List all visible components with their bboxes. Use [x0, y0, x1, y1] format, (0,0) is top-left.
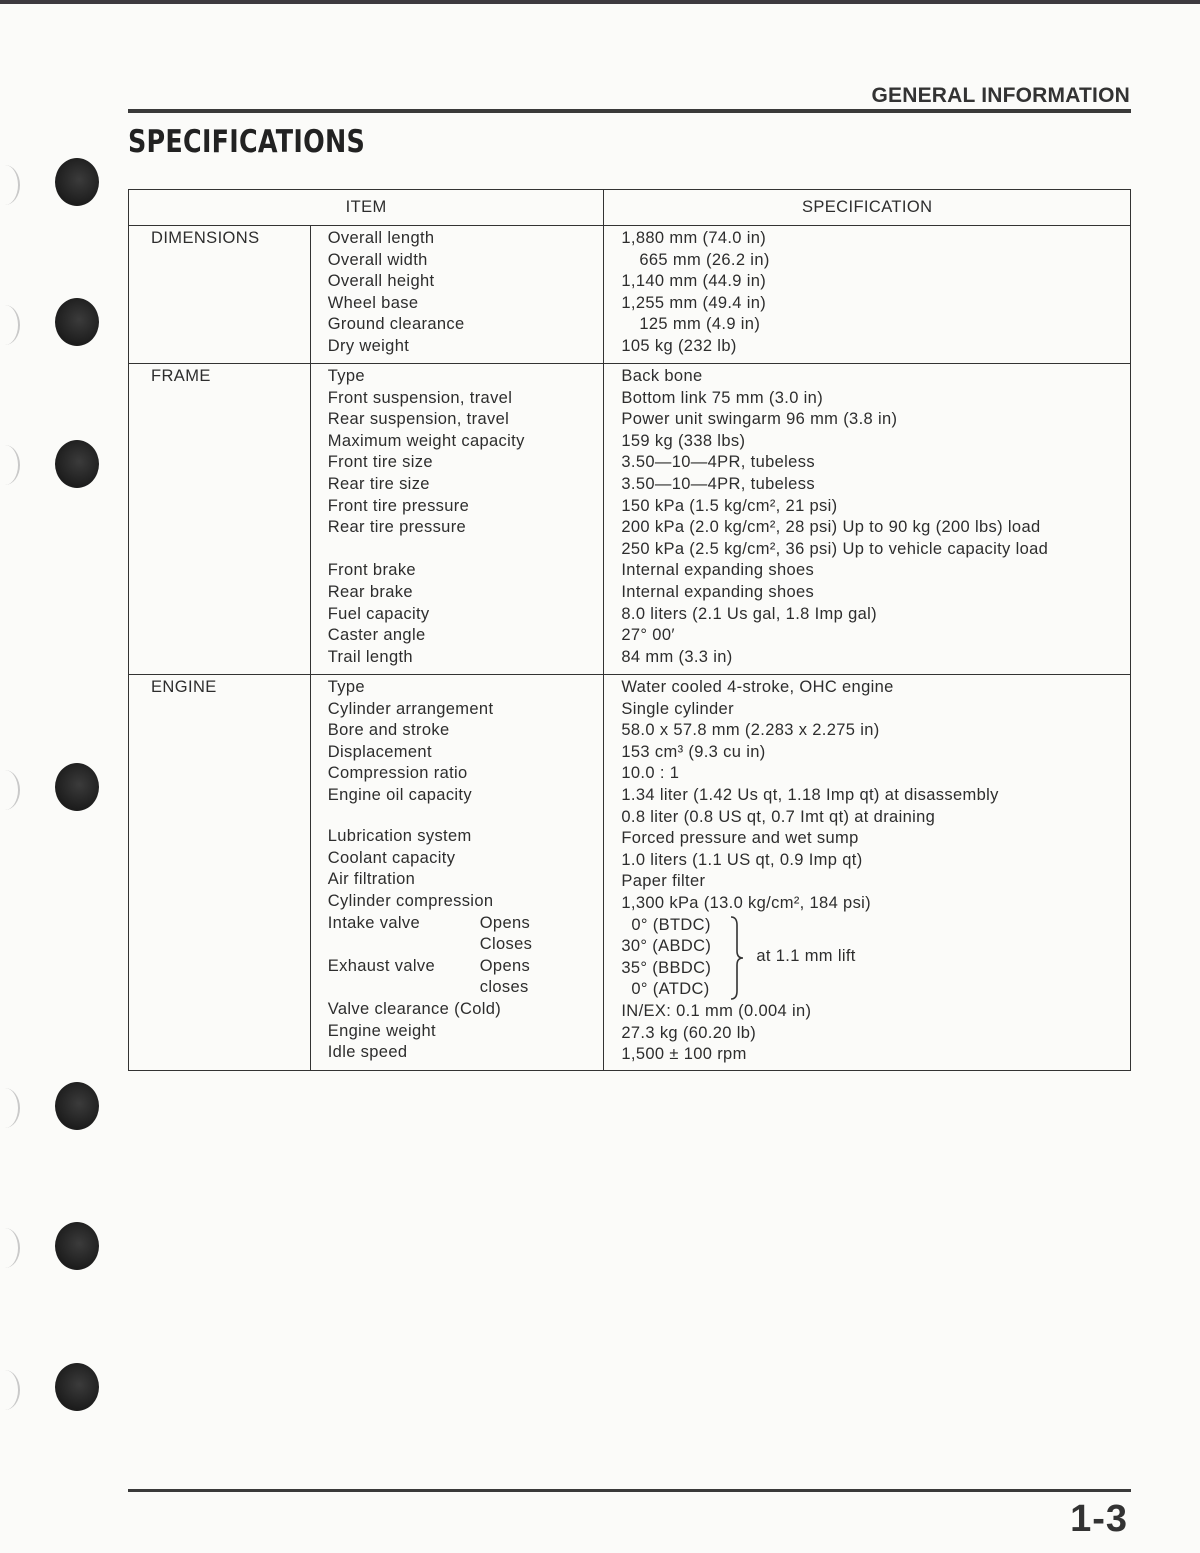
list-line: Overall width: [327, 250, 428, 269]
list-line: Caster angle: [327, 626, 426, 645]
list-line: Trail length: [327, 647, 413, 666]
valve-timing-value: 0° (ATDC): [631, 980, 710, 999]
list-line: IN/EX: 0.1 mm (0.004 in): [621, 1001, 812, 1020]
list-line: Front tire size: [327, 453, 433, 472]
list-line: Front tire pressure: [327, 496, 470, 515]
list-line: Engine oil capacity: [327, 785, 472, 804]
list-line: Fuel capacity: [327, 604, 430, 623]
list-line: [328, 807, 600, 827]
item-list: [310, 364, 604, 675]
binder-hole: [55, 1082, 99, 1130]
list-line: Rear brake: [327, 582, 413, 601]
list-line: Type: [327, 678, 365, 696]
page-top-edge: [0, 0, 1200, 4]
column-header-item: ITEM: [129, 190, 604, 226]
list-line: Wheel base: [327, 293, 419, 312]
list-line: Compression ratio: [327, 764, 468, 783]
list-line: 1.34 liter (1.42 Us qt, 1.18 Imp qt) at disassembly: [621, 785, 999, 804]
valve-timing-value: 0° (BTDC): [631, 915, 711, 934]
valve-lift-note: at 1.1 mm lift: [756, 946, 856, 965]
spec-list: [621, 1001, 1126, 1066]
list-line: 27.3 kg (60.20 lb): [621, 1023, 757, 1042]
list-line: 125 mm (4.9 in): [639, 315, 761, 334]
list-line: 150 kPa (1.5 kg/cm², 21 psi): [621, 496, 838, 515]
valve-label: Exhaust valve: [327, 956, 436, 975]
list-line: 153 cm³ (9.3 cu in): [621, 742, 766, 761]
list-line: Back bone: [621, 367, 703, 385]
binder-hole: [55, 298, 99, 346]
table-header-row: [129, 190, 1131, 226]
valve-timing-block: [621, 915, 1126, 1001]
binder-ring: [0, 445, 20, 485]
list-line: 10.0 : 1: [621, 764, 680, 783]
list-line: Single cylinder: [621, 699, 734, 718]
list-line: 1,140 mm (44.9 in): [621, 272, 767, 291]
list-line: Air filtration: [327, 870, 416, 889]
list-line: Overall height: [327, 272, 435, 291]
list-line: Front suspension, travel: [327, 388, 513, 407]
item-list: [328, 677, 600, 913]
list-line: Rear tire pressure: [327, 518, 467, 537]
engine-item-list: [310, 675, 604, 1071]
valve-label: [328, 934, 480, 956]
binder-ring: [0, 1228, 20, 1268]
list-line: Coolant capacity: [327, 848, 456, 867]
list-line: 8.0 liters (2.1 Us gal, 1.8 Imp gal): [621, 604, 877, 623]
spec-list: [621, 677, 1126, 915]
table-row-dimensions: [129, 226, 1131, 364]
specifications-table: [128, 189, 1131, 1071]
table-row-frame: [129, 364, 1131, 675]
binder-ring: [0, 1370, 20, 1410]
item-list: [328, 999, 600, 1064]
valve-timing-value: 30° (ABDC): [621, 937, 712, 956]
binder-hole: [55, 1363, 99, 1411]
list-line: Type: [327, 367, 365, 385]
list-line: Dry weight: [327, 336, 410, 355]
list-line: 84 mm (3.3 in): [621, 647, 733, 666]
list-line: Valve clearance (Cold): [327, 999, 502, 1018]
list-line: Bottom link 75 mm (3.0 in): [621, 388, 824, 407]
footer-rule: [128, 1489, 1131, 1492]
list-line: Internal expanding shoes: [621, 582, 815, 601]
list-line: 0.8 liter (0.8 US qt, 0.7 Imt qt) at draining: [621, 807, 936, 826]
list-line: 665 mm (26.2 in): [639, 250, 770, 269]
valve-timing-value: 35° (BBDC): [621, 958, 712, 977]
valve-event: Opens: [479, 956, 531, 975]
table-row-engine: [129, 675, 1131, 1071]
page-title: SPECIFICATIONS: [128, 124, 366, 160]
binder-ring: [0, 165, 20, 205]
page-number: 1-3: [1070, 1498, 1128, 1540]
list-line: 250 kPa (2.5 kg/cm², 36 psi) Up to vehicle capacity load: [621, 539, 1049, 558]
binder-hole: [55, 1222, 99, 1270]
list-line: Bore and stroke: [327, 721, 450, 740]
list-line: 1,500 ± 100 rpm: [621, 1045, 747, 1064]
valve-event: closes: [479, 978, 529, 997]
list-line: Displacement: [327, 742, 432, 761]
list-line: 200 kPa (2.0 kg/cm², 28 psi) Up to 90 kg (200 lbs) load: [621, 518, 1041, 537]
list-line: Overall length: [327, 229, 435, 247]
list-line: Front brake: [327, 561, 416, 580]
list-line: Paper filter: [621, 872, 706, 891]
list-line: Power unit swingarm 96 mm (3.8 in): [621, 410, 898, 429]
list-line: Ground clearance: [327, 315, 465, 334]
list-line: Cylinder compression: [327, 891, 494, 910]
category-label: FRAME: [129, 364, 311, 675]
list-line: Maximum weight capacity: [327, 431, 525, 450]
valve-timing-values: [621, 915, 1126, 1001]
running-head: GENERAL INFORMATION: [871, 84, 1130, 107]
list-line: Internal expanding shoes: [621, 561, 815, 580]
list-line: Cylinder arrangement: [327, 699, 494, 718]
list-line: Forced pressure and wet sump: [621, 829, 859, 848]
valve-row: [328, 913, 600, 935]
valve-event: Opens: [479, 913, 531, 932]
list-line: 27° 00′: [621, 626, 675, 645]
binder-hole: [55, 158, 99, 206]
valve-label: Intake valve: [327, 913, 420, 932]
list-line: Engine weight: [327, 1021, 436, 1040]
valve-label: [328, 977, 480, 999]
list-line: [328, 539, 600, 561]
spec-list: [604, 364, 1131, 675]
valve-row: [328, 956, 600, 978]
category-label: ENGINE: [129, 675, 311, 1071]
valve-row: [328, 977, 600, 999]
list-line: 1.0 liters (1.1 US qt, 0.9 Imp qt): [621, 850, 863, 869]
list-line: 3.50—10—4PR, tubeless: [621, 474, 815, 493]
list-line: Idle speed: [327, 1043, 408, 1062]
list-line: Lubrication system: [327, 827, 472, 846]
item-list: [310, 226, 604, 364]
binder-ring: [0, 770, 20, 810]
list-line: 58.0 x 57.8 mm (2.283 x 2.275 in): [621, 721, 880, 740]
valve-row: [328, 934, 600, 956]
binder-hole: [55, 763, 99, 811]
column-header-specification: SPECIFICATION: [604, 190, 1131, 226]
spec-list: [604, 226, 1131, 364]
list-line: 1,300 kPa (13.0 kg/cm², 184 psi): [621, 893, 872, 912]
list-line: 1,255 mm (49.4 in): [621, 293, 767, 312]
list-line: Rear suspension, travel: [327, 410, 510, 429]
list-line: 3.50—10—4PR, tubeless: [621, 453, 815, 472]
list-line: Rear tire size: [327, 474, 430, 493]
curly-brace-icon: [729, 915, 747, 1001]
valve-item-list: [328, 913, 600, 999]
binder-ring: [0, 305, 20, 345]
header-rule: [128, 109, 1131, 113]
category-label: DIMENSIONS: [129, 226, 311, 364]
list-line: Water cooled 4-stroke, OHC engine: [621, 678, 894, 696]
binder-ring: [0, 1088, 20, 1128]
valve-event: Closes: [479, 935, 533, 954]
list-line: 105 kg (232 lb): [621, 336, 737, 355]
binder-hole: [55, 440, 99, 488]
engine-spec-list: [604, 675, 1131, 1071]
list-line: 159 kg (338 lbs): [621, 431, 746, 450]
list-line: 1,880 mm (74.0 in): [621, 229, 767, 247]
